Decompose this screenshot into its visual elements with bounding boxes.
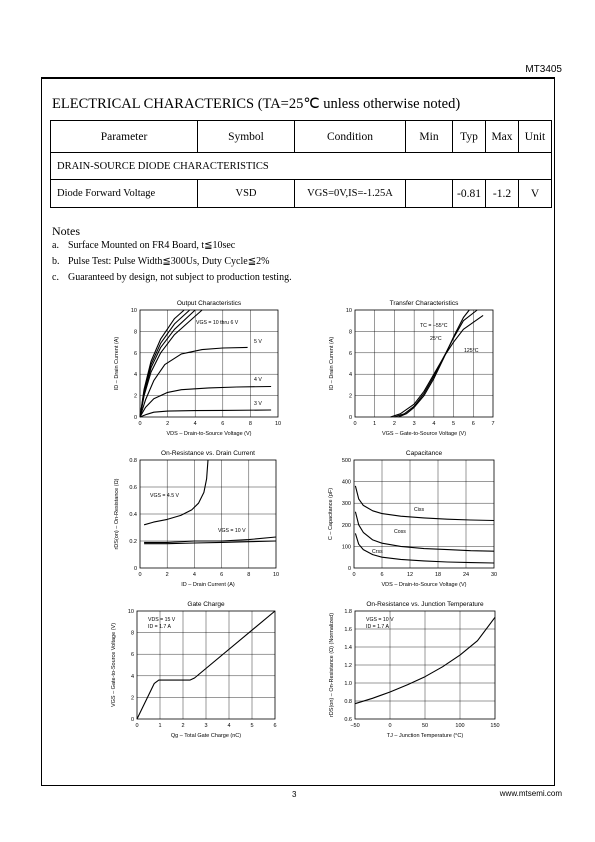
x-tick-label: 1 [373, 421, 377, 427]
chart-4 [328, 450, 497, 588]
header-symbol: Symbol [198, 121, 295, 153]
x-axis-label: Qg – Total Gate Charge (nC) [170, 733, 242, 739]
x-tick-label: 6 [273, 723, 277, 729]
x-tick-label: 10 [274, 421, 282, 427]
series-line [140, 310, 190, 417]
y-tick-label: 100 [341, 544, 351, 551]
header-condition: Condition [295, 121, 406, 153]
section-title: ELECTRICAL CHARACTERICS (TA=25℃ unless otherwise noted) [52, 96, 461, 112]
y-tick-label: 0.2 [129, 539, 137, 545]
y-tick-label: 0 [130, 717, 134, 723]
annotation-label: TC = −55°C [420, 323, 448, 329]
annotation-label: Coss [394, 529, 406, 535]
y-tick-label: 0 [133, 415, 137, 421]
y-axis-label: ID – Drain Current (A) [329, 336, 335, 391]
series-line [140, 410, 271, 417]
x-tick-label: 2 [165, 572, 169, 578]
y-tick-label: 0 [348, 415, 352, 421]
y-tick-label: 1.0 [344, 681, 352, 687]
annotation-label: VDS = 15 V [148, 617, 176, 623]
chart-title: Capacitance [405, 450, 443, 457]
x-tick-label: 8 [247, 572, 251, 578]
x-tick-label: 24 [462, 572, 470, 578]
y-tick-label: 0.6 [129, 485, 137, 491]
x-tick-label: 1 [158, 723, 162, 729]
x-tick-label: 12 [406, 572, 414, 578]
y-tick-label: 200 [341, 522, 351, 529]
chart-6 [329, 601, 500, 739]
y-tick-label: 1.8 [344, 609, 352, 615]
note-text: Guaranteed by design, not subject to production testing. [68, 272, 292, 283]
notes-heading: Notes [52, 224, 80, 238]
model-number: MT3405 [525, 64, 562, 75]
x-tick-label: 18 [434, 572, 442, 578]
x-tick-label: 150 [490, 723, 500, 729]
y-tick-label: 2 [133, 393, 137, 400]
y-tick-label: 0 [347, 566, 351, 572]
y-tick-label: 0.8 [129, 458, 137, 464]
y-tick-label: 2 [348, 393, 352, 400]
x-tick-label: 4 [193, 421, 197, 427]
x-tick-label: 4 [192, 572, 196, 578]
annotation-label: ID = 1.7 A [366, 624, 389, 630]
x-tick-label: 6 [220, 572, 224, 578]
chart-1 [114, 300, 281, 437]
x-axis-label: TJ – Junction Temperature (°C) [386, 733, 464, 739]
annotation-label: 5 V [254, 339, 262, 345]
annotation-label: 125°C [464, 348, 479, 354]
x-tick-label: 0 [138, 572, 142, 578]
x-tick-label: 2 [181, 723, 185, 729]
series-line [140, 310, 202, 417]
annotation-label: VGS = 10 thru 6 V [196, 320, 239, 326]
y-tick-label: 500 [341, 458, 351, 464]
x-tick-label: 0 [138, 421, 142, 427]
y-tick-label: 10 [345, 308, 352, 314]
y-tick-label: 4 [348, 372, 352, 379]
x-axis-label: VGS – Gate-to-Source Voltage (V) [381, 431, 467, 437]
y-tick-label: 4 [133, 372, 137, 379]
note-label: a. [52, 240, 59, 251]
x-tick-label: 3 [204, 723, 208, 729]
annotation-label: VGS = 4.5 V [150, 493, 179, 499]
note-text: Pulse Test: Pulse Width≦300Us, Duty Cycle≦2% [68, 256, 270, 267]
y-tick-label: 8 [133, 329, 137, 336]
y-tick-label: 300 [341, 501, 351, 508]
x-tick-label: 100 [455, 723, 465, 729]
y-tick-label: 0.8 [344, 699, 352, 705]
x-tick-label: 0 [388, 723, 392, 729]
chart-5 [111, 601, 277, 739]
x-axis-label: VDS – Drain-to-Source Voltage (V) [381, 582, 467, 588]
section-row-label: DRAIN-SOURCE DIODE CHARACTERISTICS [51, 153, 552, 180]
chart-title: Output Characteristics [176, 300, 242, 307]
x-tick-label: 4 [432, 421, 436, 427]
chart-2 [329, 300, 495, 437]
series-line [391, 315, 484, 417]
annotation-label: Crss [372, 549, 383, 555]
header-typ: Typ [453, 121, 486, 153]
x-tick-label: 5 [452, 421, 456, 427]
x-tick-label: 5 [250, 723, 254, 729]
y-tick-label: 8 [348, 329, 352, 336]
x-tick-label: 10 [272, 572, 280, 578]
header-unit: Unit [519, 121, 552, 153]
series-line [140, 387, 271, 418]
y-tick-label: 4 [130, 673, 134, 680]
annotation-label: Ciss [414, 507, 425, 513]
page-number: 3 [292, 790, 297, 799]
y-axis-label: rDS(on) – On-Resistance (Ω) [114, 478, 120, 550]
x-tick-label: 2 [166, 421, 170, 427]
annotation-label: VGS = 10 V [366, 617, 394, 623]
annotation-label: 25°C [430, 336, 442, 342]
note-label: b. [52, 256, 60, 267]
header-min: Min [406, 121, 453, 153]
chart-3 [114, 450, 279, 588]
note-label: c. [52, 272, 59, 283]
y-tick-label: 10 [130, 308, 137, 314]
x-tick-label: 4 [227, 723, 231, 729]
website: www.mtsemi.com [499, 789, 562, 798]
x-tick-label: 7 [491, 421, 495, 427]
cell-typ: -0.81 [453, 180, 486, 208]
annotation-label: VGS = 10 V [218, 528, 246, 534]
x-axis-label: VDS – Drain-to-Source Voltage (V) [166, 431, 252, 437]
y-tick-label: 2 [130, 695, 134, 702]
cell-condition: VGS=0V,IS=-1.25A [295, 180, 406, 208]
header-max: Max [486, 121, 519, 153]
y-tick-label: 1.4 [344, 645, 352, 651]
cell-parameter: Diode Forward Voltage [51, 180, 198, 208]
chart-title: On-Resistance vs. Drain Current [161, 450, 255, 457]
x-tick-label: 3 [412, 421, 416, 427]
header-parameter: Parameter [51, 121, 198, 153]
x-tick-label: 6 [221, 421, 225, 427]
x-axis-label: ID – Drain Current (A) [181, 582, 235, 588]
note-text: Surface Mounted on FR4 Board, t≦10sec [68, 240, 236, 251]
y-axis-label: C – Capacitance (pF) [328, 487, 334, 541]
y-tick-label: 6 [133, 350, 137, 357]
x-tick-label: 30 [490, 572, 498, 578]
y-tick-label: 0 [133, 566, 137, 572]
annotation-label: 3 V [254, 401, 262, 407]
y-axis-label: VGS – Gate-to-Source Voltage (V) [111, 622, 117, 708]
cell-unit: V [519, 180, 552, 208]
annotation-label: ID = 1.7 A [148, 624, 171, 630]
chart-title: Transfer Characteristics [389, 300, 459, 307]
x-tick-label: 0 [353, 421, 357, 427]
x-tick-label: 8 [248, 421, 252, 427]
y-tick-label: 0.6 [344, 717, 352, 723]
chart-title: Gate Charge [187, 601, 225, 608]
x-tick-label: −50 [350, 723, 360, 729]
y-tick-label: 6 [348, 350, 352, 357]
x-tick-label: 50 [421, 723, 429, 729]
x-tick-label: 2 [392, 421, 396, 427]
y-tick-label: 400 [341, 479, 351, 486]
y-axis-label: rDS(on) – On-Resistance (Ω) (Normalized) [329, 612, 335, 718]
y-tick-label: 1.6 [344, 627, 352, 633]
y-tick-label: 6 [130, 652, 134, 659]
x-tick-label: 6 [471, 421, 475, 427]
x-tick-label: 0 [352, 572, 356, 578]
annotation-label: 4 V [254, 377, 262, 383]
y-tick-label: 8 [130, 630, 134, 637]
y-tick-label: 0.4 [129, 512, 137, 518]
chart-title: On-Resistance vs. Junction Temperature [366, 601, 484, 608]
y-tick-label: 1.2 [344, 663, 352, 669]
x-tick-label: 0 [135, 723, 139, 729]
cell-max: -1.2 [486, 180, 519, 208]
y-tick-label: 10 [127, 609, 134, 615]
y-axis-label: ID – Drain Current (A) [114, 336, 120, 391]
cell-symbol: VSD [198, 180, 295, 208]
x-tick-label: 6 [380, 572, 384, 578]
